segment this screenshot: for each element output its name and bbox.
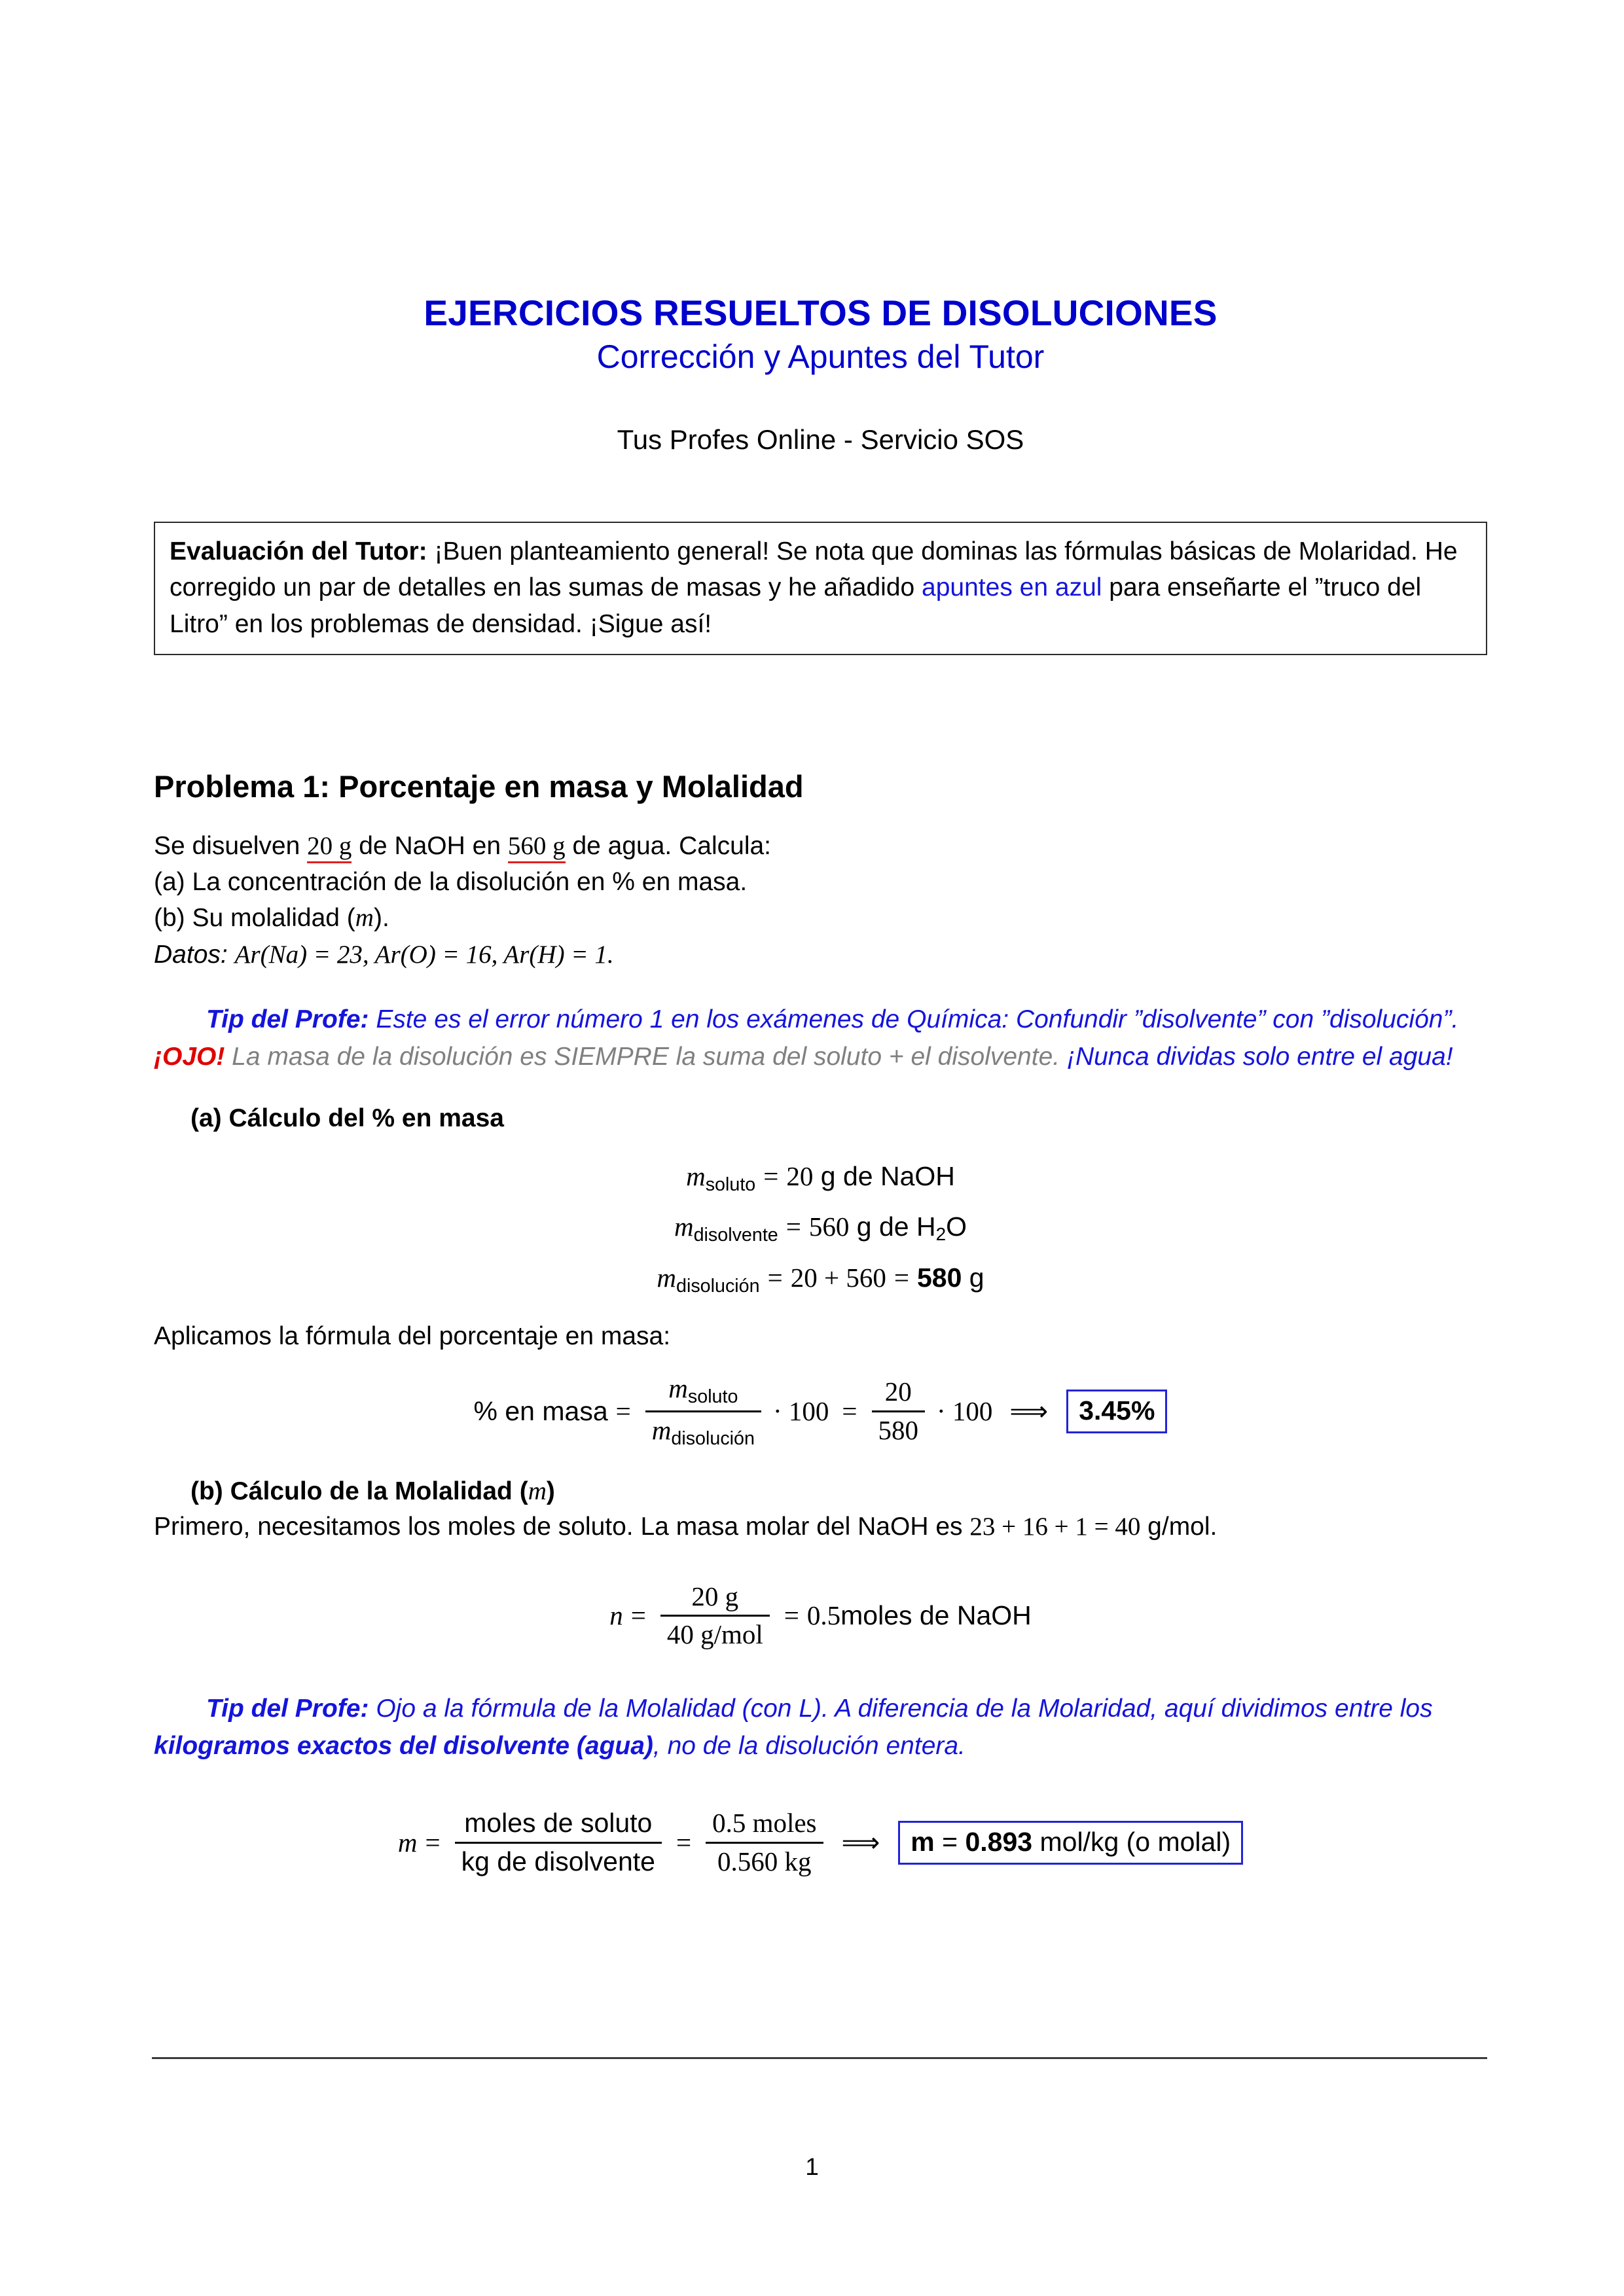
answer-value: 3.45% xyxy=(1079,1395,1155,1426)
eq-unit-subscript: 2 xyxy=(935,1224,947,1245)
eq-unit: g de H xyxy=(849,1211,936,1242)
part-b-label-text: ) xyxy=(546,1477,555,1506)
tutor-evaluation-label: Evaluación del Tutor: xyxy=(170,537,427,565)
part-b-intro-text: Primero, necesitamos los moles de soluto. La masa molar del NaOH es xyxy=(154,1513,970,1541)
answer-value: 0.893 xyxy=(965,1827,1033,1857)
statement-text: Se disuelven xyxy=(154,831,308,860)
eq-unit: O xyxy=(946,1211,967,1242)
eq-subscript: disolución xyxy=(671,1428,755,1450)
statement-text: ). xyxy=(373,904,389,933)
eq-operator: = xyxy=(785,1211,801,1242)
datos-label: Datos: xyxy=(154,940,228,969)
tip-del-profe-2 xyxy=(154,1691,1487,1765)
problem-statement-line-2: (a) La concentración de la disolución en % en masa. xyxy=(154,867,748,896)
fraction-denominator xyxy=(660,1617,770,1650)
fraction-denominator-value: 40 g/mol xyxy=(666,1619,763,1650)
eq-operator: = xyxy=(615,1396,631,1427)
problem-datos-line xyxy=(154,937,1487,973)
eq-variable: m xyxy=(686,1160,706,1191)
eq-row xyxy=(154,1808,1487,1877)
eq-value: 20 xyxy=(786,1160,814,1191)
corrected-quantity-1 xyxy=(307,832,352,863)
eq-variable: m xyxy=(651,1415,672,1446)
eq-subscript: disolución xyxy=(676,1276,760,1297)
part-b-label xyxy=(190,1475,1487,1509)
tutor-evaluation-body-before: ¡Buen planteamiento general! Se nota que dominas las fórmulas básicas de Molaridad. He corregido un par de detalles en las sumas de masas y he añadido xyxy=(170,537,1458,602)
fraction-denominator xyxy=(645,1412,761,1449)
page-title: EJERCICIOS RESUELTOS DE DISOLUCIONES xyxy=(424,293,1218,333)
problem-heading-wrap xyxy=(154,768,1487,805)
eq-subscript: soluto xyxy=(687,1386,738,1408)
title-block xyxy=(154,293,1487,456)
eq-operator: = xyxy=(425,1827,441,1858)
tip-label: Tip del Profe: xyxy=(206,1005,369,1033)
problem-statement-line-3 xyxy=(154,900,1487,936)
fraction-denominator: 0.560 kg xyxy=(717,1846,812,1877)
equation-masa-soluto xyxy=(154,1160,1487,1195)
fraction-moles xyxy=(660,1582,770,1651)
eq-operator: = xyxy=(784,1600,799,1631)
statement-text: de NaOH en xyxy=(352,831,508,860)
tip-emoji-icon xyxy=(154,1005,206,1033)
corrected-quantity-2 xyxy=(508,832,566,863)
answer-equals: = xyxy=(934,1827,965,1857)
formula-intro-text: Aplicamos la fórmula del porcentaje en masa: xyxy=(154,1321,671,1350)
page-content xyxy=(154,0,1487,1877)
eq-lhs-label: % en masa xyxy=(473,1396,608,1427)
eq-operator: = xyxy=(630,1600,646,1631)
eq-operator: = xyxy=(763,1160,779,1191)
problem-heading: Problema 1: Porcentaje en masa y Molalidad xyxy=(154,769,804,804)
eq-unit: g de NaOH xyxy=(813,1160,955,1191)
eq-multiplier: · 100 xyxy=(772,1396,829,1427)
eq-result-corrected: 580 xyxy=(916,1263,962,1293)
equation-moles xyxy=(154,1582,1487,1651)
tutor-evaluation-blue-phrase: apuntes en azul xyxy=(922,573,1102,602)
datos-values: Ar(Na) = 23, Ar(O) = 16, Ar(H) = 1. xyxy=(234,940,614,969)
eq-operator: = xyxy=(842,1396,857,1427)
equation-masa-disolucion xyxy=(154,1265,1487,1296)
fraction-numerator xyxy=(662,1374,744,1410)
eq-variable: m xyxy=(657,1263,676,1293)
eq-result: 0.5 xyxy=(806,1600,841,1631)
part-a-label: (a) Cálculo del % en masa xyxy=(190,1103,504,1132)
part-b-label-text: (b) Cálculo de la Molalidad ( xyxy=(190,1477,528,1506)
problem-statement-line-1 xyxy=(154,828,1487,864)
eq-subscript: soluto xyxy=(705,1174,756,1195)
eq-sum: 20 + 560 xyxy=(790,1263,886,1293)
tip-gray-text: La masa de la disolución es SIEMPRE la suma del soluto + el disolvente. xyxy=(225,1042,1067,1071)
tip-emoji-icon xyxy=(154,1695,206,1723)
eq-operator: = xyxy=(893,1263,909,1293)
eq-operator: = xyxy=(676,1827,692,1858)
answer-box-molalidad xyxy=(898,1821,1243,1865)
eq-unit: g xyxy=(962,1263,984,1293)
fraction-denominator: kg de disolvente xyxy=(461,1846,655,1877)
eq-row xyxy=(154,1582,1487,1651)
fraction-numerator-value: 20 g xyxy=(691,1581,739,1611)
fraction-molalidad-numeric xyxy=(706,1808,823,1877)
fraction-denominator: 580 xyxy=(878,1415,918,1446)
part-b-intro-text: g/mol. xyxy=(1140,1513,1218,1541)
equation-masa-disolvente xyxy=(154,1213,1487,1245)
fraction-numeric xyxy=(872,1377,926,1446)
page-subtitle: Corrección y Apuntes del Tutor xyxy=(596,338,1045,375)
corrected-quantity-2-value: 560 g xyxy=(507,831,566,860)
tip-blue-text: Este es el error número 1 en los exámenes de Química: Confundir ”disolvente” con ”disolución”. xyxy=(369,1005,1459,1033)
page-number: 1 xyxy=(805,2153,819,2180)
tip-warning-ojo: ¡OJO! xyxy=(154,1042,225,1071)
molality-symbol: m xyxy=(355,904,374,933)
equation-porcentaje-masa xyxy=(154,1374,1487,1449)
equation-molalidad-final xyxy=(154,1808,1487,1877)
statement-text: de agua. Calcula: xyxy=(565,831,772,860)
part-b-molar-mass-math: 23 + 16 + 1 = 40 xyxy=(969,1513,1141,1541)
eq-operator: = xyxy=(767,1263,783,1293)
fraction-numerator: 0.5 moles xyxy=(712,1808,817,1839)
corrected-quantity-1-value: 20 g xyxy=(307,831,352,860)
part-b-intro xyxy=(154,1509,1487,1545)
implies-arrow-icon: ⟹ xyxy=(841,1827,880,1858)
tip-bold-emphasis: kilogramos exactos del disolvente (agua) xyxy=(154,1732,653,1761)
answer-unit: mol/kg (o molal) xyxy=(1032,1827,1231,1857)
statement-text: (b) Su molalidad ( xyxy=(154,904,355,933)
tip-del-profe-1 xyxy=(154,1001,1487,1076)
fraction-numerator: moles de soluto xyxy=(464,1808,653,1839)
fraction-masa xyxy=(645,1374,761,1449)
eq-multiplier: · 100 xyxy=(937,1396,993,1427)
page-byline: Tus Profes Online - Servicio SOS xyxy=(617,423,1024,455)
tip-text: Ojo a la fórmula de la Molalidad (con L). A diferencia de la Molaridad, aquí dividimos entre los xyxy=(369,1695,1433,1723)
eq-row xyxy=(154,1374,1487,1449)
footer-divider xyxy=(152,2057,1487,2059)
molality-symbol: m xyxy=(397,1827,418,1858)
tutor-evaluation-body-after: para enseñarte el ”truco del Litro” en los problemas de densidad. ¡Sigue así! xyxy=(170,573,1422,638)
eq-variable: m xyxy=(668,1373,688,1404)
implies-arrow-icon: ⟹ xyxy=(1009,1396,1049,1427)
tip-text: , no de la disolución entera. xyxy=(653,1732,965,1761)
tutor-evaluation-text xyxy=(170,533,1473,642)
answer-box-porcentaje xyxy=(1066,1390,1167,1433)
tip-label: Tip del Profe: xyxy=(206,1695,369,1723)
eq-subscript: disolvente xyxy=(693,1225,778,1246)
fraction-molalidad-definition xyxy=(455,1808,662,1877)
fraction-numerator: 20 xyxy=(884,1376,912,1407)
tip-blue-closing: ¡Nunca dividas solo entre el agua! xyxy=(1066,1042,1453,1071)
eq-value: 560 xyxy=(808,1211,850,1242)
eq-unit: moles de NaOH xyxy=(840,1600,1032,1631)
tutor-evaluation-box xyxy=(154,522,1487,655)
answer-variable: m xyxy=(911,1827,935,1857)
fraction-numerator xyxy=(685,1582,745,1615)
eq-variable: n xyxy=(609,1600,623,1631)
molality-symbol: m xyxy=(528,1477,547,1506)
eq-variable: m xyxy=(674,1211,694,1242)
